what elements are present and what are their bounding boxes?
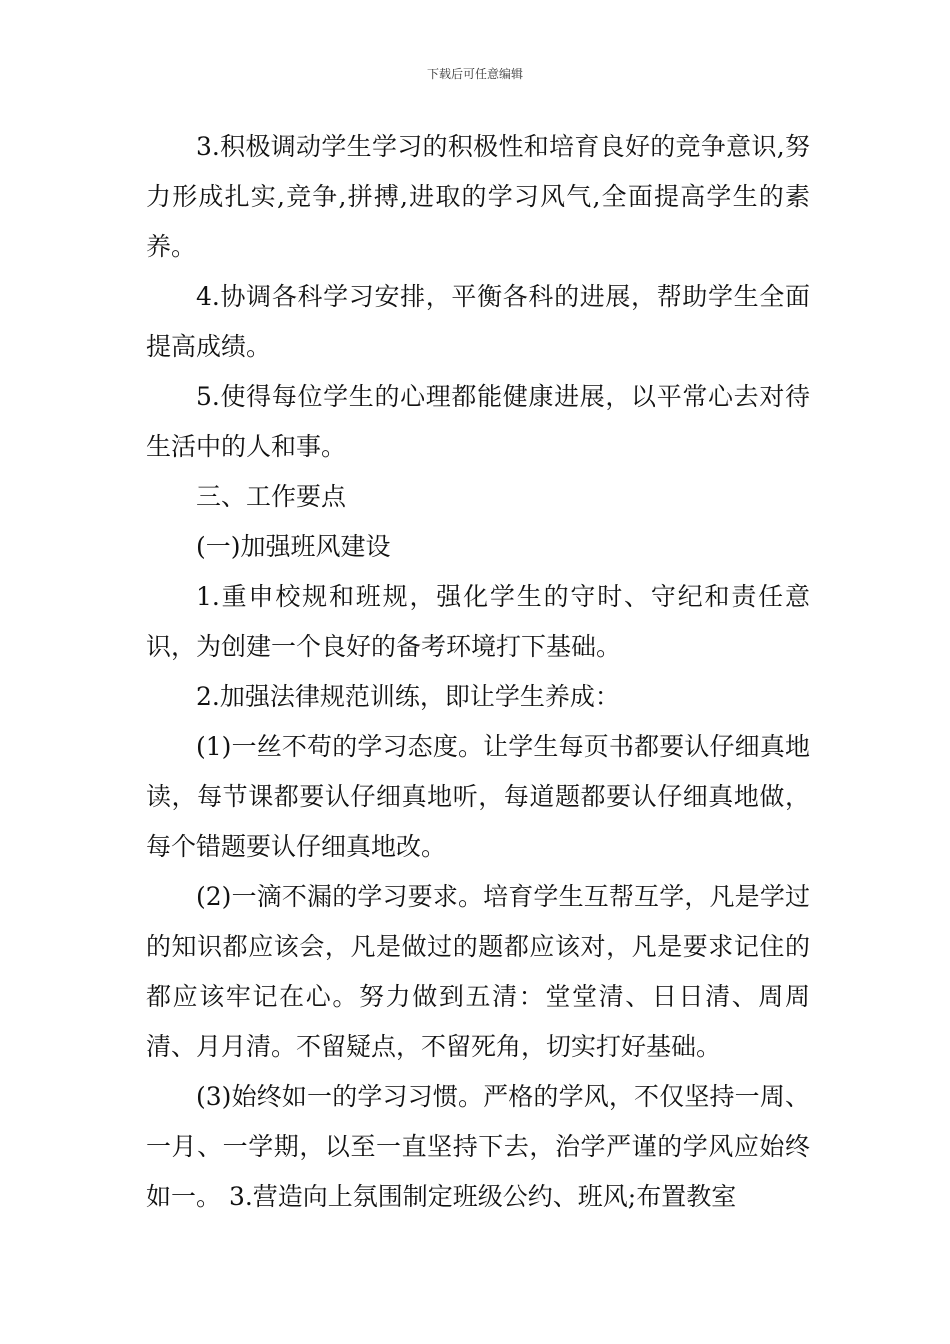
paragraph-item-1: 1.重申校规和班规，强化学生的守时、守纪和责任意识，为创建一个良好的备考环境打下基础。	[146, 582, 810, 661]
paragraph-goal-5: 5.使得每位学生的心理都能健康进展，以平常心去对待生活中的人和事。	[146, 382, 810, 461]
document-body	[146, 122, 810, 1222]
subsection-heading-class-culture: (一)加强班风建设	[196, 532, 391, 561]
paragraph-subitem-2: (2)一滴不漏的学习要求。培育学生互帮互学，凡是学过的知识都应该会，凡是做过的题都应该对，凡是要求记住的都应该牢记在心。努力做到五清：堂堂清、日日清、周周清、月月清。不留疑点，不留死角，切实打好基础。	[146, 882, 810, 1061]
paragraph-goal-3: 3.积极调动学生学习的积极性和培育良好的竞争意识,努力形成扎实,竞争,拼搏,进取的学习风气,全面提高学生的素养。	[146, 132, 810, 261]
section-heading-work-points: 三、工作要点	[196, 482, 347, 511]
page-header-note: 下载后可任意编辑	[426, 67, 523, 81]
paragraph-subitem-3: (3)始终如一的学习习惯。严格的学风，不仅坚持一周、一月、一学期，以至一直坚持下去，治学严谨的学风应始终如一。 3.营造向上氛围制定班级公约、班风;布置教室	[146, 1082, 810, 1211]
paragraph-item-2: 2.加强法律规范训练，即让学生养成：	[196, 682, 620, 711]
paragraph-goal-4: 4.协调各科学习安排，平衡各科的进展，帮助学生全面提高成绩。	[146, 282, 810, 361]
paragraph-subitem-1: (1)一丝不苟的学习态度。让学生每页书都要认仔细真地读，每节课都要认仔细真地听，每道题都要认仔细真地做，每个错题要认仔细真地改。	[146, 732, 810, 861]
